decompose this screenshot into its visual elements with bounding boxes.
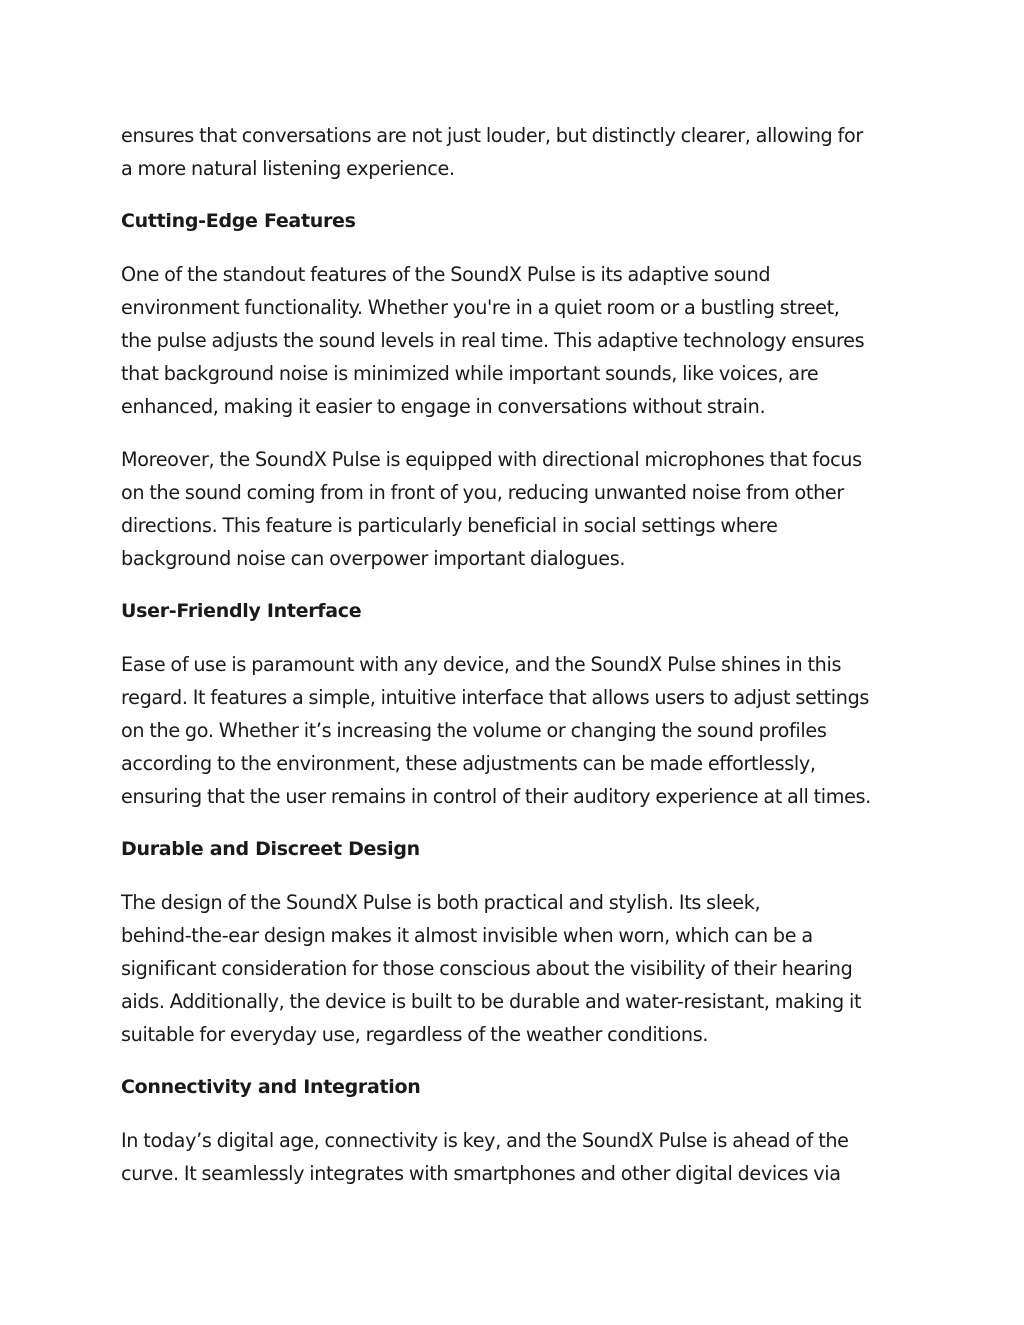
text-line: ensures that conversations are not just louder, but distinctly clearer, allowing for [121,124,863,147]
section-heading-cutting-edge-features: Cutting-Edge Features [121,210,356,232]
text-line: One of the standout features of the SoundX Pulse is its adaptive sound [121,263,771,286]
adaptive-sound-paragraph [121,258,911,423]
text-line: suitable for everyday use, regardless of the weather conditions. [121,1023,709,1046]
intro-paragraph [121,119,911,185]
text-line: curve. It seamlessly integrates with smartphones and other digital devices via [121,1162,841,1185]
text-line: behind-the-ear design makes it almost invisible when worn, which can be a [121,924,813,947]
text-line: ensuring that the user remains in control of their auditory experience at all times. [121,785,871,808]
section-heading-durable-design: Durable and Discreet Design [121,838,420,860]
text-line: aids. Additionally, the device is built to be durable and water-resistant, making it [121,990,862,1013]
text-line: the pulse adjusts the sound levels in real time. This adaptive technology ensures [121,329,865,352]
text-line: on the sound coming from in front of you, reducing unwanted noise from other [121,481,844,504]
connectivity-paragraph [121,1124,911,1190]
text-line: environment functionality. Whether you're in a quiet room or a bustling street, [121,296,840,319]
text-line: In today’s digital age, connectivity is key, and the SoundX Pulse is ahead of the [121,1129,849,1152]
text-line: according to the environment, these adjustments can be made effortlessly, [121,752,816,775]
text-line: directions. This feature is particularly beneficial in social settings where [121,514,778,537]
text-line: background noise can overpower important dialogues. [121,547,626,570]
text-line: Ease of use is paramount with any device, and the SoundX Pulse shines in this [121,653,842,676]
section-heading-connectivity: Connectivity and Integration [121,1076,421,1098]
section-heading-user-friendly-interface: User-Friendly Interface [121,600,362,622]
directional-microphones-paragraph [121,443,911,575]
document-page [121,119,911,1210]
text-line: Moreover, the SoundX Pulse is equipped with directional microphones that focus [121,448,862,471]
text-line: a more natural listening experience. [121,157,455,180]
text-line: enhanced, making it easier to engage in conversations without strain. [121,395,766,418]
text-line: The design of the SoundX Pulse is both practical and stylish. Its sleek, [121,891,761,914]
text-line: on the go. Whether it’s increasing the volume or changing the sound profiles [121,719,827,742]
text-line: regard. It features a simple, intuitive interface that allows users to adjust settings [121,686,870,709]
text-line: that background noise is minimized while important sounds, like voices, are [121,362,819,385]
ease-of-use-paragraph [121,648,911,813]
text-line: significant consideration for those conscious about the visibility of their hearing [121,957,853,980]
design-paragraph [121,886,911,1051]
